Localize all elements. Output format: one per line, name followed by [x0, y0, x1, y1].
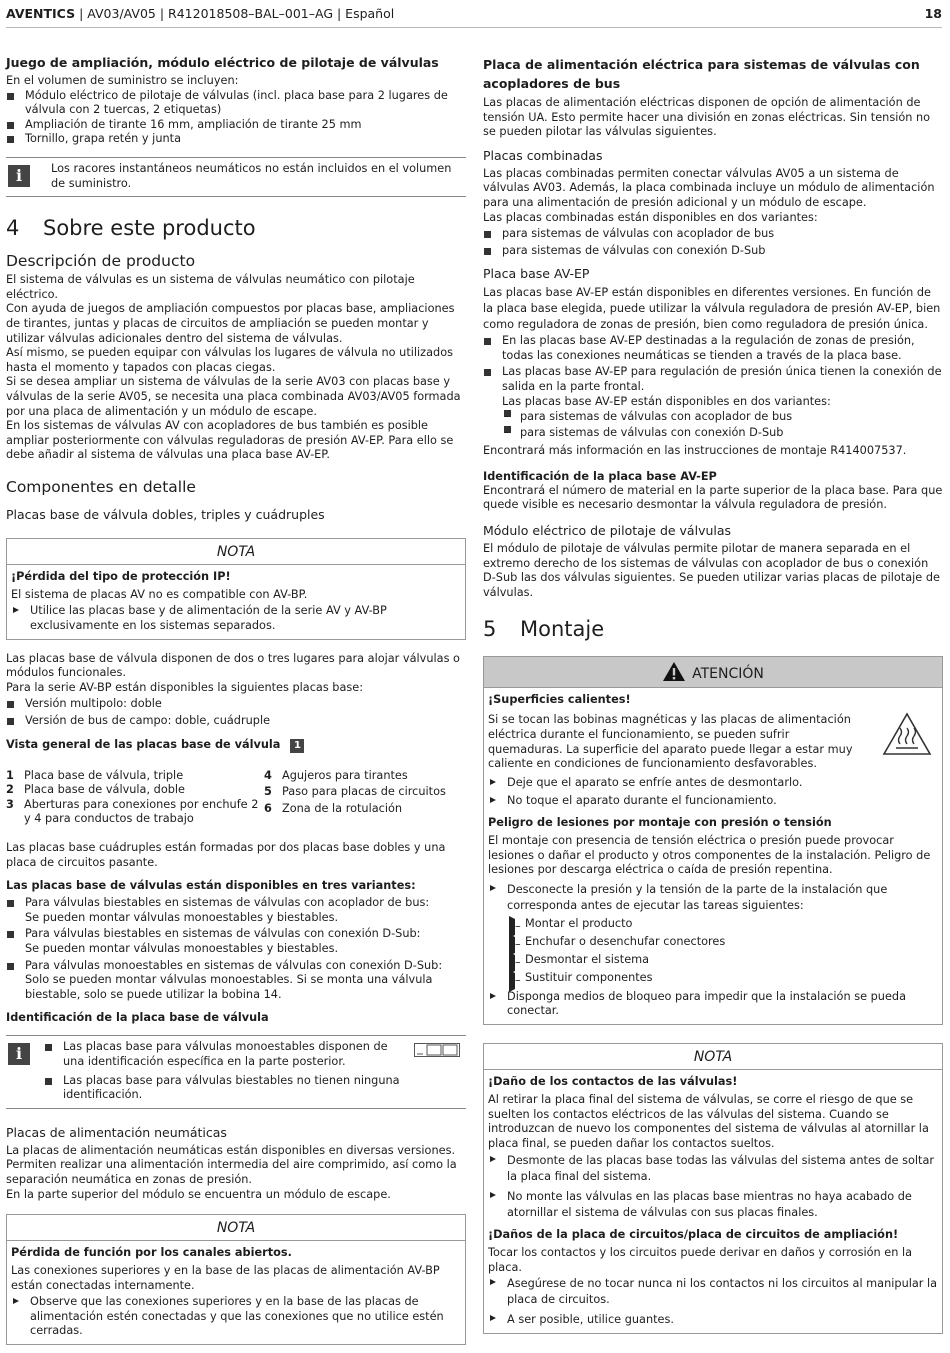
list-item: Versión de bus de campo: doble, cuádruple — [6, 714, 466, 729]
action-item: No toque el aparato durante el funcionamiento. — [488, 794, 938, 809]
paragraph: Las placas base AV-EP están disponibles en diferentes versiones. En función de la placa base elegida, puede utilizar la válvula reguladora de presión AV-EP, bien como reguladora de zonas de presión, bien como reguladora de presión única. — [483, 286, 941, 331]
notice-head: ¡Daños de la placa de circuitos/placa de circuitos de ampliación! — [488, 1228, 899, 1242]
notice-title: NOTA — [7, 1215, 465, 1241]
info-note — [6, 1035, 466, 1108]
page-number: 18 — [924, 6, 942, 21]
legend-key: 6 — [264, 801, 272, 815]
subsection-title: Placas de alimentación neumáticas — [6, 1124, 227, 1140]
paragraph: En los sistemas de válvulas AV con acopladores de bus también es posible ampliar posteriormente con válvulas reguladoras de presión AV-EP. Para ello se debe añadir al sistema de válvulas una placa base AV-EP. — [6, 419, 454, 462]
legend-key: 4 — [264, 768, 272, 782]
identification-marker-icon — [414, 1043, 460, 1057]
subsection-title: Identificación de la placa base AV-EP — [483, 469, 717, 483]
paragraph: El módulo de pilotaje de válvulas permite pilotar de manera separada en el extremo derecho de los sistemas de válvulas con acoplador de bus o conexión D-Sub las dos válvulas siguientes. Se pueden utilizar varias placas de pilotaje de válvulas. — [483, 542, 940, 599]
variant-note: Se pueden montar válvulas monoestables y biestables. — [25, 941, 339, 955]
legend-key: 1 — [6, 768, 14, 782]
action-item: Deje que el aparato se enfríe antes de desmontarlo. — [488, 776, 938, 791]
warning-box — [483, 656, 943, 1025]
list-item — [483, 365, 943, 440]
sub-item: – Montar el producto — [507, 916, 938, 932]
variant-label: Para válvulas monoestables en sistemas de válvulas con conexión D-Sub: — [25, 958, 443, 972]
chapter-number: 4 — [6, 216, 20, 241]
sub-item: – para sistemas de válvulas con conexión D-Sub — [502, 426, 943, 441]
page-header — [6, 3, 942, 28]
figure-legend — [6, 769, 466, 827]
paragraph: En la parte superior del módulo se encuentra un módulo de escape. — [6, 1187, 391, 1201]
variant-label: Para válvulas biestables en sistemas de válvulas con acoplador de bus: — [25, 896, 430, 910]
subsection-title: Placas base de válvula dobles, triples y cuádruples — [6, 506, 325, 522]
action-item — [488, 882, 938, 986]
info-text: Los racores instantáneos neumáticos no están incluidos en el volumen de suministro. — [51, 161, 452, 190]
kit-intro: En el volumen de suministro se incluyen: — [6, 74, 239, 87]
list-item: En las placas base AV-EP destinadas a la regulación de zonas de presión, todas las conexiones neumáticas se tienden a través de la placa base. — [483, 334, 943, 363]
list-item: Módulo eléctrico de pilotaje de válvulas (incl. placa base para 2 lugares de válvula con 2 tuercas, 2 etiquetas) — [6, 89, 466, 118]
notice-text: Las conexiones superiores y en la base de las placas de alimentación AV-BP están conectadas internamente. — [11, 1264, 440, 1292]
kit-list — [6, 89, 466, 147]
paragraph: Las placas base de válvula disponen de dos o tres lugares para alojar válvulas o módulos funcionales. — [6, 651, 460, 680]
notice-box — [6, 1214, 466, 1345]
info-icon: i — [8, 1043, 30, 1065]
list-item: para sistemas de válvulas con conexión D-Sub — [483, 244, 943, 259]
paragraph: La placas de alimentación neumáticas están disponibles en diversas versiones. Permiten realizar una alimentación intermedia del aire comprimido, así como la separación neumática en zonas de presión. — [6, 1143, 457, 1186]
legend-value: Paso para placas de circuitos — [282, 785, 446, 799]
sub-item: – Sustituir componentes — [507, 970, 938, 986]
brand-name: AVENTICS — [6, 6, 76, 21]
warning-text: El montaje con presencia de tensión eléctrica o presión puede provocar lesiones o dañar el producto y otros componentes de la instalación. Peligro de lesiones por descarga eléctrica o caída de presión repentina. — [488, 834, 931, 877]
legend-key: 5 — [264, 785, 272, 799]
action-text: Desconecte la presión y la tensión de la parte de la instalación que corresponda antes de ejecutar las tareas siguientes: — [507, 882, 888, 912]
paragraph: Encontrará más información en las instrucciones de montaje R414007537. — [483, 444, 907, 458]
variant-label: Para válvulas biestables en sistemas de válvulas con conexión D-Sub: — [25, 927, 421, 941]
subsection-title: Placa base AV-EP — [483, 266, 590, 282]
legend-value: Aberturas para conexiones por enchufe 2 y 4 para conductos de trabajo — [24, 797, 259, 826]
list-item: Ampliación de tirante 16 mm, ampliación de tirante 25 mm — [6, 118, 466, 133]
list-item — [6, 896, 466, 925]
warning-title — [484, 657, 942, 688]
paragraph: Las placas de alimentación eléctricas disponen de opción de alimentación de tensión UA. Esto permite hacer una división en zonas eléctricas. Sin tensión no se pueden pilotar las válvulas siguientes. — [483, 96, 931, 139]
list-item-text: Las placas base AV-EP para regulación de presión única tienen la conexión de salida en la parte frontal. — [502, 365, 942, 393]
variants-title: Las placas base de válvulas están disponibles en tres variantes: — [6, 879, 416, 893]
paragraph: Para la serie AV-BP están disponibles la siguientes placas base: — [6, 680, 364, 694]
paragraph: Las placas combinadas están disponibles en dos variantes: — [483, 210, 818, 224]
sub-item: – Enchufar o desenchufar conectores — [507, 934, 938, 950]
chapter-heading — [483, 616, 943, 642]
paragraph: Encontrará el número de material en la parte superior de la placa base. Para que quede visible es necesario desmontar la válvula reguladora de presión. — [483, 483, 943, 512]
notice-title: NOTA — [484, 1044, 942, 1070]
figure-number: 1 — [290, 739, 304, 753]
action-item: Disponga medios de bloqueo para impedir que la instalación se pueda conectar. — [488, 990, 938, 1019]
list-item — [6, 927, 466, 956]
right-column — [483, 55, 943, 1334]
list-item: Las placas base para válvulas biestables no tienen ninguna identificación. — [44, 1074, 466, 1103]
ident-title: Identificación de la placa base de válvula — [6, 1011, 269, 1025]
paragraph: Las placas combinadas permiten conectar válvulas AV05 a un sistema de válvulas AV03. Además, la placa combinada incluye un módulo de alimentación para una alimentación de presión adicional y un módulo de escape. — [483, 166, 935, 209]
notice-text: El sistema de placas AV no es compatible con AV-BP. — [11, 587, 308, 601]
list-item: para sistemas de válvulas con acoplador de bus — [483, 227, 943, 242]
warning-head: ¡Superficies calientes! — [488, 693, 631, 707]
notice-box — [483, 1043, 943, 1334]
list-item — [6, 959, 466, 1003]
notice-head: ¡Pérdida del tipo de protección IP! — [11, 569, 231, 583]
legend-value: Agujeros para tirantes — [282, 768, 408, 782]
list-item: Las placas base para válvulas monoestables disponen de una identificación específica en la parte posterior. — [44, 1040, 466, 1069]
notice-text: Tocar los contactos y los circuitos puede derivar en daños y corrosión en la placa. — [488, 1246, 913, 1274]
list-item: Tornillo, grapa retén y junta — [6, 132, 466, 147]
notice-text: Al retirar la placa final del sistema de válvulas, se corre el riesgo de que se suelten los contactos eléctricos de las válvulas del sistema. Cuando se introduzcan de nuevo los componentes del sistema de válvulas al atornillar la placa final, se pueden dañar los contactos sueltos. — [488, 1092, 929, 1150]
document-id: | AV03/AV05 | R412018508–BAL–001–AG | Español — [75, 6, 395, 21]
section-title: Componentes en detalle — [6, 477, 196, 496]
info-note — [6, 157, 466, 197]
paragraph: Si se desea ampliar un sistema de válvulas de la serie AV03 con placas base y válvulas de la serie AV05, se necesita una placa combinada AV03/AV05 formada por una placa de alimentación y un módulo de escape. — [6, 375, 461, 418]
subsection-title: Placas combinadas — [483, 147, 603, 163]
sub-item: – para sistemas de válvulas con acoplador de bus — [502, 410, 943, 425]
paragraph: Así mismo, se pueden equipar con válvulas los lugares de válvula no utilizados hasta el momento y tapados con placas ciegas. — [6, 346, 453, 374]
figure-caption — [6, 737, 466, 753]
chapter-title: Montaje — [520, 617, 605, 642]
header-title — [6, 7, 394, 22]
notice-title: NOTA — [7, 539, 465, 565]
notice-box — [6, 538, 466, 640]
subsection-title: Placa de alimentación eléctrica para sistemas de válvulas con acopladores de bus — [483, 57, 920, 91]
warning-icon — [662, 661, 686, 682]
kit-title: Juego de ampliación, módulo eléctrico de pilotaje de válvulas — [6, 55, 439, 70]
legend-key: 3 — [6, 797, 14, 811]
subsection-title: Módulo eléctrico de pilotaje de válvulas — [483, 523, 732, 539]
warning-title-text: ATENCIÓN — [692, 666, 764, 683]
paragraph: Las placas base cuádruples están formadas por dos placas base dobles y una placa de circuitos pasante. — [6, 841, 446, 869]
action-item: Desmonte de las placas base todas las válvulas del sistema antes de soltar la placa final del sistema. — [488, 1153, 938, 1185]
legend-key: 2 — [6, 783, 14, 797]
legend-value: Placa base de válvula, doble — [24, 783, 186, 797]
paragraph: El sistema de válvulas es un sistema de válvulas neumático con pilotaje eléctrico. — [6, 273, 415, 301]
variant-note: Se pueden montar válvulas monoestables y biestables. — [25, 910, 339, 924]
figure-caption-text: Vista general de las placas base de válvula — [6, 737, 281, 751]
info-icon: i — [8, 165, 30, 187]
action-item: Utilice las placas base y de alimentación de la serie AV y AV-BP exclusivamente en los sistemas separados. — [11, 604, 461, 633]
action-item: No monte las válvulas en las placas base mientras no haya acabado de atornillar el sistema de válvulas con sus placas finales. — [488, 1189, 938, 1221]
warning-text: Si se tocan las bobinas magnéticas y las placas de alimentación eléctrica durante el funcionamiento, se pueden sufrir quemaduras. La superficie del aparato puede llegar a estar muy caliente en condiciones de funcionamiento desfavorables. — [488, 713, 853, 771]
chapter-title: Sobre este producto — [43, 216, 256, 241]
warning-head: Peligro de lesiones por montaje con presión o tensión — [488, 816, 832, 829]
section-title: Descripción de producto — [6, 252, 196, 271]
variant-note: Solo se pueden montar válvulas monoestables. Si se monta una válvula biestable, solo se puede utilizar la bobina 14. — [25, 973, 433, 1001]
paragraph: Con ayuda de juegos de ampliación compuestos por placas base, ampliaciones de tirantes, juntas y placas de circuitos de ampliación se pueden montar y utilizar válvulas adicionales dentro del sistema de válvulas. — [6, 302, 455, 345]
hot-surface-icon — [882, 712, 932, 756]
notice-head: Pérdida de función por los canales abiertos. — [11, 1246, 292, 1260]
list-item-text: Las placas base AV-EP están disponibles en dos variantes: — [502, 394, 831, 408]
notice-head: ¡Daño de los contactos de las válvulas! — [488, 1074, 738, 1088]
action-item: Observe que las conexiones superiores y en la base de las placas de alimentación estén conectadas y que las conexiones que no utilice estén cerradas. — [11, 1295, 461, 1339]
legend-value: Zona de la rotulación — [282, 801, 403, 815]
action-item: Asegúrese de no tocar nunca ni los contactos ni los circuitos al manipular la placa de circuitos. — [488, 1276, 938, 1308]
chapter-heading — [6, 215, 466, 241]
chapter-number: 5 — [483, 617, 497, 642]
sub-item: – Desmontar el sistema — [507, 952, 938, 968]
left-column — [6, 55, 466, 1345]
action-item: A ser posible, utilice guantes. — [488, 1312, 938, 1328]
legend-value: Placa base de válvula, triple — [24, 768, 184, 782]
list-item: Versión multipolo: doble — [6, 697, 466, 712]
